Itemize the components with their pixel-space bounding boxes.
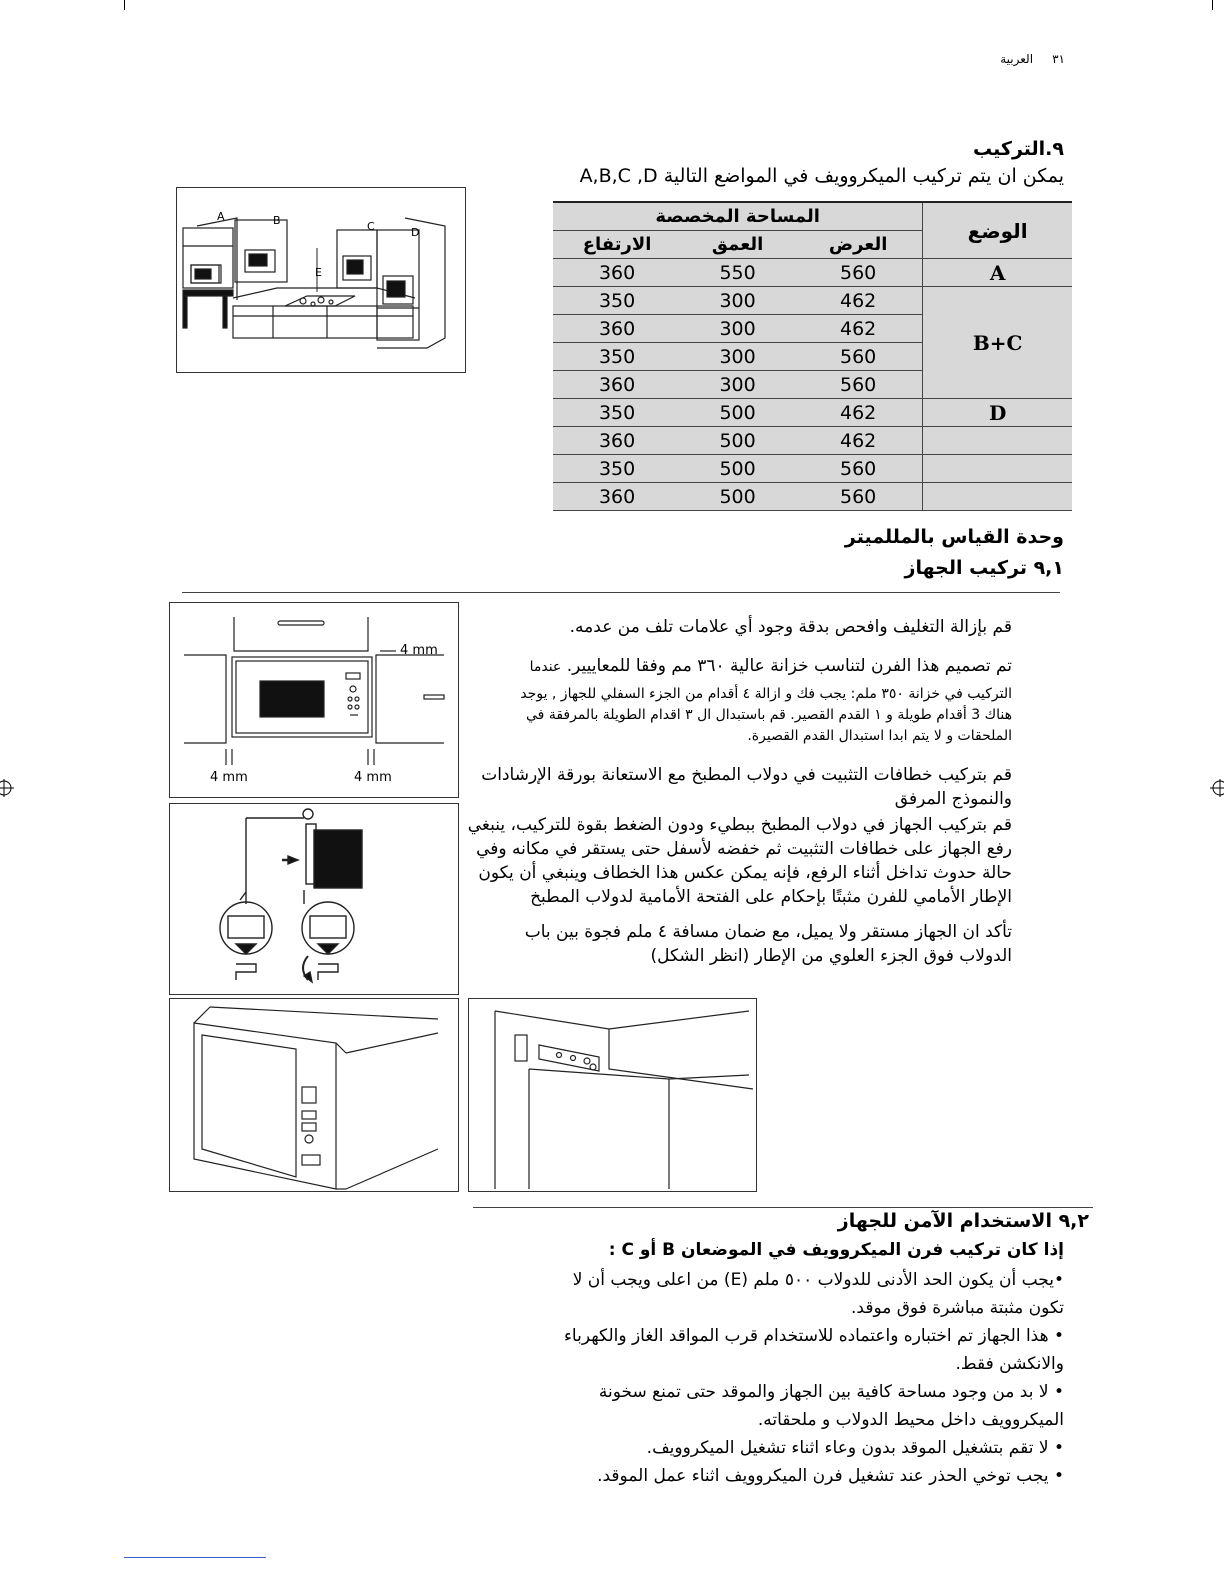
unit-title: وحدة القياس بالمللميتر [844,526,1064,548]
feet-line: التركيب في خزانة ٣٥٠ ملم: يجب فك و ازالة ٤ أقدام من الجزء السفلي للجهاز , يوجد [520,686,1012,702]
hooks-line: قم بتركيب خطافات التثبيت في دولاب المطبخ مع الاستعانة بورقة الإرشادات [481,765,1012,785]
language-label: العربية [1000,52,1034,66]
dimensions-table [553,201,1072,511]
table-cell-depth: 500 [681,455,794,483]
hooks-line: والنموذج المرفق [894,789,1012,809]
crop-mark [124,1557,266,1558]
figure1-label-a: A [217,210,225,223]
figure1-label-d: D [411,226,420,239]
unpack-paragraph: قم بإزالة التغليف وافحص بدقة وجود أي علامات تلف من عدمه. [569,617,1012,637]
divider [473,1207,1093,1208]
section-9-1-title: ٩,١ تركيب الجهاز [904,557,1064,579]
crop-mark [1212,0,1213,10]
section-title: ٩.التركيب [973,138,1064,160]
feet-paragraph [452,684,1012,747]
table-row [553,427,1072,455]
hook-closeup-figure [468,998,757,1192]
figure1-label-b: B [273,214,281,227]
table-cell-position: B+C [923,287,1072,399]
table-header-group: المساحة المخصصة [553,202,923,231]
bullet-line: تكون مثبتة مباشرة فوق موقد. [851,1298,1064,1318]
registration-mark-right [1206,777,1224,799]
gap-top-label: 4 mm [400,643,438,658]
hook-mounting-figure [169,803,459,995]
mounting-line: قم بتركيب الجهاز في دولاب المطبخ ببطيء ودون الضغط بقوة للتركيب، ينبغي [467,815,1012,835]
table-cell-position: A [923,259,1072,287]
gap-left-label: 4 mm [210,770,248,785]
table-cell-height: 360 [553,427,681,455]
section-9-2-title: ٩,٢ الاستخدام الآمن للجهاز [837,1210,1089,1232]
table-cell-height: 350 [553,455,681,483]
table-cell-height: 350 [553,287,681,315]
mounting-line: الإطار الأمامي للفرن مثبتًا بإحكام على الفتحة الأمامية لدولاب المطبخ [530,887,1012,907]
table-cell-width: 560 [794,259,923,287]
gap-line: الدولاب فوق الجزء العلوي من الإطار (انظر الشكل) [650,946,1012,966]
oven-installed-figure [169,998,459,1192]
section-9-2-subtitle: إذا كان تركيب فرن الميكروويف في الموضعان B أو C : [608,1240,1064,1260]
registration-mark-left [0,777,18,799]
bullet-line: •يجب أن يكون الحد الأدنى للدولاب ٥٠٠ ملم (E) من اعلى ويجب أن لا [572,1270,1064,1290]
page-number: ٣١ [1052,52,1065,66]
table-cell-width: 560 [794,455,923,483]
bullet-line: • لا بد من وجود مساحة كافية بين الجهاز والموقد حتى تمنع سخونة [598,1382,1064,1402]
gap-line: تأكد ان الجهاز مستقر ولا يميل، مع ضمان مسافة ٤ ملم فجوة بين باب [524,922,1012,942]
table-cell-height: 350 [553,343,681,371]
cabinet-height-paragraph [452,654,1012,678]
table-row [553,259,1072,287]
table-cell-width: 560 [794,371,923,399]
table-cell-height: 360 [553,315,681,343]
bullet-line: • هذا الجهاز تم اختباره واعتماده للاستخدام قرب المواقد الغاز والكهرباء [563,1326,1064,1346]
bullet-line: • يجب توخي الحذر عند تشغيل فرن الميكروويف اثناء عمل الموقد. [597,1466,1064,1486]
table-cell-depth: 300 [681,287,794,315]
table-cell-depth: 500 [681,483,794,511]
page-header [985,52,1065,66]
safety-bullets [504,1266,1064,1490]
cabinet-height-text: تم تصميم هذا الفرن لتناسب خزانة عالية ٣٦٠ مم وفقا للمعاييير. [566,656,1012,676]
table-row [553,399,1072,427]
bullet-line: الميكروويف داخل محيط الدولاب و ملحقاته. [757,1410,1064,1430]
mounting-line: حالة حدوث تداخل أثناء الرفع، فإنه يمكن عكس هذا الخطاف وينبغي أن يكون [478,863,1012,883]
table-cell-width: 462 [794,427,923,455]
table-cell-position [923,483,1072,511]
gap-right-label: 4 mm [354,770,392,785]
hooks-paragraph [452,763,1012,811]
table-cell-width: 462 [794,315,923,343]
table-cell-position [923,427,1072,455]
feet-line: الملحقات و لا يتم ابدا استبدال القدم القصيرة. [747,728,1012,744]
section-intro: يمكن ان يتم تركيب الميكروويف في المواضع التالية A,B,C ,D [579,165,1064,187]
installation-positions-figure [176,187,466,373]
table-cell-height: 360 [553,259,681,287]
feet-line: هناك 3 أقدام طويلة و ١ القدم القصير. قم باستبدال ال ٣ اقدام الطويلة بالمرفقة في [526,707,1012,723]
table-cell-width: 462 [794,399,923,427]
bullet-line: والانكشن فقط. [955,1354,1064,1374]
table-row [553,455,1072,483]
table-cell-depth: 500 [681,427,794,455]
table-header-width: العرض [794,231,923,259]
mounting-line: رفع الجهاز على خطافات التثبيت ثم خفضه لأسفل حتى يستقر في مكانه وفي [476,839,1012,859]
figure1-label-e: E [315,266,322,279]
table-header-position: الوضع [923,202,1072,259]
table-cell-depth: 550 [681,259,794,287]
table-cell-depth: 300 [681,343,794,371]
divider [182,592,1060,593]
table-cell-height: 350 [553,399,681,427]
table-cell-position [923,455,1072,483]
table-cell-width: 462 [794,287,923,315]
figure1-label-c: C [367,220,375,233]
table-cell-width: 560 [794,483,923,511]
table-cell-width: 560 [794,343,923,371]
table-cell-height: 360 [553,371,681,399]
table-cell-depth: 300 [681,315,794,343]
gap-paragraph [452,920,1012,968]
table-cell-position: D [923,399,1072,427]
bullet-line: • لا تقم بتشغيل الموقد بدون وعاء اثناء تشغيل الميكروويف. [646,1438,1064,1458]
table-row [553,287,1072,315]
table-row [553,483,1072,511]
cabinet-height-tail: عندما [529,659,562,675]
table-cell-depth: 500 [681,399,794,427]
table-header-depth: العمق [681,231,794,259]
table-cell-depth: 300 [681,371,794,399]
mounting-paragraph [452,813,1012,909]
front-gap-figure [169,602,459,798]
table-header-height: الارتفاع [553,231,681,259]
table-cell-height: 360 [553,483,681,511]
crop-mark [124,0,125,10]
